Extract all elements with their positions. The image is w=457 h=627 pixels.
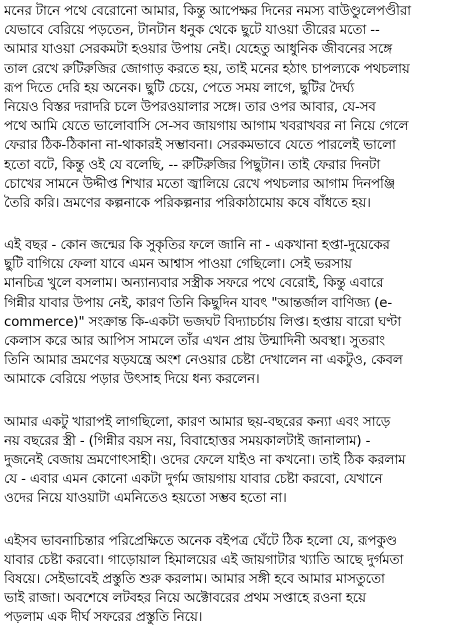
text-line: পথে আমি যেতে ভালোবাসি সে-সব জায়গায় আগাম খবরাখবর না নিয়ে গেলে xyxy=(4,117,453,136)
text-line: এই বছর - কোন জন্মের কি সুকৃতির ফলে জানি না - একখানা হপ্তা-দুয়েকের xyxy=(4,236,453,255)
text-line: হতো বটে, কিন্তু ওই যে বলেছি, -- রুটিরুজির পিছুটান। তাই ফেরার দিনটা xyxy=(4,156,453,175)
paragraph-3 xyxy=(4,413,453,509)
text-line: ফেরার ঠিক-ঠিকানা না-থাকারই সম্ভাবনা। সেরকমভাবে যেতে পারলেই ভালো xyxy=(4,136,453,155)
text-line: আমাকে বেরিয়ে পড়ার উৎসাহ দিয়ে ধন্য করলেন। xyxy=(4,370,453,389)
text-line: যে - এবার এমন কোনো একটা দুর্গম জায়গায় যাবার চেষ্টা করবো, যেখানে xyxy=(4,470,453,489)
text-line: কেলাস করে আর আপিস সামলে তাঁর এখন প্রায় উন্মাদিনী অবস্থা। সুতরাং xyxy=(4,332,453,351)
text-line: রূপ দিতে দেরি হয় অনেক। ছুটি চেয়ে, পেতে সময় লাগে, ছুটির দৈর্ঘ্য xyxy=(4,79,453,98)
text-line: তৈরি করি। ভ্রমণের কল্পনাকে পরিকল্পনার পরিকাঠামোয় কষে বাঁধতে হয়। xyxy=(4,194,453,213)
text-line: গিন্নীর যাবার উপায় নেই, কারণ তিনি কিছুদিন যাবৎ "আন্তর্জাল বাণিজ্য (e- xyxy=(4,294,453,313)
text-line: ভাই রাজা। অবশেষে লটবহর নিয়ে অক্টোবরের প্রথম সপ্তাহে রওনা হয়ে xyxy=(4,589,453,608)
text-line: তাল রেখে রুটিরুজির জোগাড় করতে হয়, তাই মনের হঠাৎ চাপল্যকে পথচলায় xyxy=(4,60,453,79)
paragraph-4 xyxy=(4,532,453,627)
text-line: মানচিত্র খুলে বসলাম। অন্যান্যবার সস্ত্রীক সফরে পথে বেরোই, কিন্তু এবারে xyxy=(4,274,453,293)
paragraph-spacer xyxy=(4,390,453,413)
text-line: পড়লাম এক দীর্ঘ সফরের প্রস্তুতি নিয়ে। xyxy=(4,608,453,627)
text-line: commerce)" সংক্রান্ত কি-একটা ভজঘট বিদ্যাচর্চায় লিপ্ত। হপ্তায় বারো ঘণ্টা xyxy=(4,313,453,332)
text-line: আমার একটু খারাপই লাগছিলো, কারণ আমার ছয়-বছরের কন্যা এবং সাড়ে xyxy=(4,413,453,432)
text-line: এইসব ভাবনাচিন্তার পরিপ্রেক্ষিতে অনেক বইপত্র ঘেঁটে ঠিক হলো যে, রূপকুণ্ড xyxy=(4,532,453,551)
text-line: যেভাবে বেরিয়ে পড়তেন, টানটান ধনুক থেকে ছুটে যাওয়া তীরের মতো -- xyxy=(4,21,453,40)
text-line: নিয়েও বিস্তর দরাদরি চলে উপরওয়ালার সঙ্গে। তার ওপর আবার, যে-সব xyxy=(4,98,453,117)
text-line: নয় বছরের স্ত্রী - (গিন্নীর বয়স নয়, বিবাহোত্তর সময়কালটাই জানালাম) - xyxy=(4,432,453,451)
text-line: যাবার চেষ্টা করবো। গাড়োয়াল হিমালয়ের এই জায়গাটার খ্যাতি আছে দুর্গমতা xyxy=(4,551,453,570)
text-line: ছুটি বাগিয়ে ফেলা যাবে এমন আশ্বাস পাওয়া গেছিলো। সেই ভরসায় xyxy=(4,255,453,274)
text-line: বিষয়ে। সেইভাবেই প্রস্তুতি শুরু করলাম। আমার সঙ্গী হবে আমার মাসতুতো xyxy=(4,570,453,589)
paragraph-spacer xyxy=(4,509,453,532)
text-line: চোখের সামনে উদ্দীপ্ত শিখার মতো জ্বালিয়ে রেখে পথচলার আগাম দিনপঞ্জি xyxy=(4,175,453,194)
text-line: আমার যাওয়া সেরকমটা হওয়ার উপায় নেই। যেহেতু আধুনিক জীবনের সঙ্গে xyxy=(4,40,453,59)
text-line: দুজনেই বেজায় ভ্রমণোৎসাহী। ওদের ফেলে যাইও না কখনো। তাই ঠিক করলাম xyxy=(4,451,453,470)
paragraph-2 xyxy=(4,236,453,390)
paragraph-spacer xyxy=(4,213,453,236)
text-line: তিনি আমার ভ্রমণের ষড়যন্ত্রে অংশ নেওয়ার চেষ্টা দেখালেন না একটুও, কেবল xyxy=(4,351,453,370)
text-line: মনের টানে পথে বেরোনো আমার, কিন্তু আপেক্ষর দিনের নমস্য বাউণ্ডুলেপণ্ডীরা xyxy=(4,2,453,21)
text-line: ওদের নিয়ে যাওয়াটা এমনিতেও হয়তো সম্ভব হতো না। xyxy=(4,489,453,508)
paragraph-1 xyxy=(4,2,453,213)
